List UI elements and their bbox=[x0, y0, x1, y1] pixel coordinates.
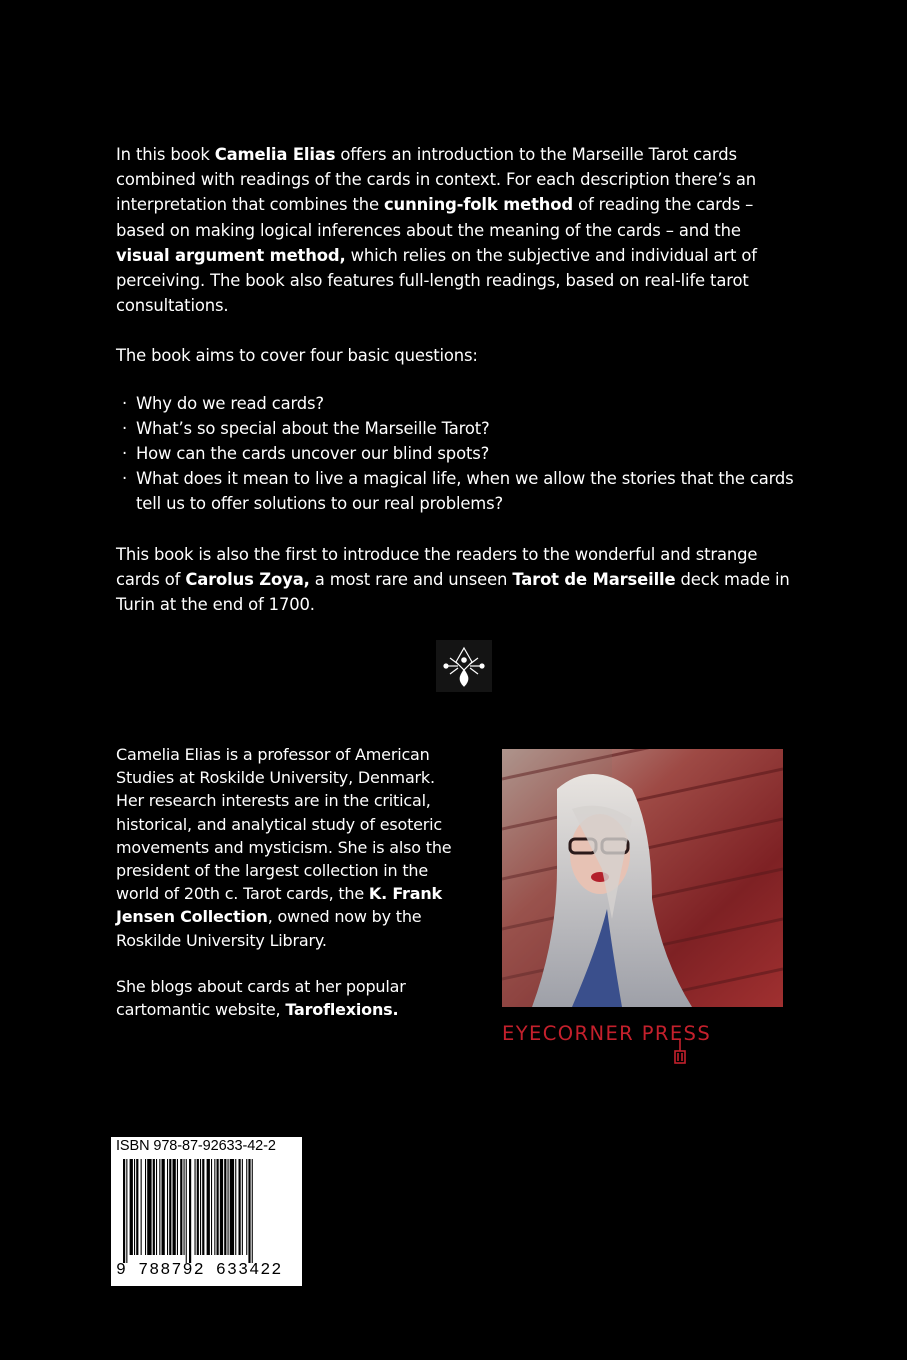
text-run: deck made in Turin at the end of 1700. bbox=[116, 569, 790, 615]
bold-text: Carolus Zoya, bbox=[185, 569, 310, 589]
bio-paragraph bbox=[116, 743, 456, 952]
key-icon bbox=[674, 1039, 686, 1065]
text-run: offers an introduction to the Marseille Tarot cards combined with readings of the cards in context. For each description there’s an interpretation that combines the bbox=[116, 145, 756, 215]
bold-text: K. Frank Jensen Collection bbox=[116, 884, 442, 927]
blurb-paragraph-intro bbox=[116, 142, 796, 318]
barcode-bar bbox=[177, 1159, 178, 1255]
list-item: · What’s so special about the Marseille Tarot? bbox=[122, 416, 796, 441]
isbn-label: ISBN 978-87-92633-42-2 bbox=[116, 1138, 276, 1154]
barcode-bar bbox=[200, 1159, 201, 1255]
barcode-bar bbox=[228, 1159, 229, 1255]
isbn-barcode bbox=[111, 1137, 302, 1286]
blurb-paragraph-deck bbox=[116, 542, 796, 618]
barcode-bar bbox=[162, 1159, 165, 1255]
barcode-bar bbox=[224, 1159, 226, 1255]
text-run: a most rare and unseen bbox=[309, 569, 513, 589]
publisher-logo bbox=[500, 1022, 786, 1066]
bold-text: visual argument method, bbox=[116, 245, 346, 265]
bold-text: Camelia Elias bbox=[214, 145, 336, 164]
barcode-bar bbox=[153, 1159, 155, 1255]
author-photo bbox=[502, 749, 783, 1007]
barcode-bar bbox=[230, 1159, 234, 1255]
barcode-bar bbox=[123, 1159, 125, 1263]
barcode-bar bbox=[167, 1159, 168, 1255]
text-run: In this book bbox=[116, 145, 215, 164]
barcode-bar bbox=[207, 1159, 210, 1255]
text-run: which relies on the subjective and individual art of perceiving. The book also features full-length readings, based on real-life tarot consultations. bbox=[116, 245, 757, 316]
barcode-bar bbox=[186, 1159, 187, 1263]
text-run: of reading the cards – based on making logical inferences about the meaning of the cards – and the bbox=[116, 195, 754, 240]
barcode-bar bbox=[130, 1159, 133, 1255]
barcode-digits: 9 788792 633422 bbox=[116, 1260, 283, 1279]
barcode-bar bbox=[180, 1159, 182, 1255]
text-run: This book is also the first to introduce the readers to the wonderful and strange cards of bbox=[116, 544, 758, 589]
barcode-bar bbox=[195, 1159, 196, 1255]
list-item: · Why do we read cards? bbox=[122, 391, 796, 416]
barcode-bar bbox=[252, 1159, 253, 1263]
list-item: · What does it mean to live a magical life, when we allow the stories that the cards tell us to offer solutions to our real problems? bbox=[122, 466, 796, 516]
barcode-bar bbox=[136, 1159, 138, 1255]
barcode-bar bbox=[156, 1159, 157, 1255]
barcode-bar bbox=[235, 1159, 236, 1255]
barcode-bar bbox=[189, 1159, 191, 1263]
barcode-bar bbox=[246, 1159, 247, 1255]
question-list bbox=[122, 391, 796, 517]
barcode-bar bbox=[202, 1159, 204, 1255]
ornament-icon bbox=[436, 640, 492, 692]
barcode-bar bbox=[214, 1159, 215, 1255]
barcode-bar bbox=[147, 1159, 151, 1255]
bold-text: cunning-folk method bbox=[383, 195, 573, 215]
barcode-bar bbox=[159, 1159, 160, 1255]
barcode-bar bbox=[173, 1159, 176, 1255]
barcode-bar bbox=[134, 1159, 135, 1255]
blurb-paragraph-questions-intro: The book aims to cover four basic questions: bbox=[116, 346, 478, 366]
publisher-name: EYECORNER PRESS bbox=[502, 1022, 712, 1045]
barcode-bar bbox=[184, 1159, 185, 1255]
barcode-bar bbox=[248, 1159, 250, 1263]
barcode-bar bbox=[141, 1159, 142, 1255]
barcode-bar bbox=[217, 1159, 219, 1255]
bold-text: Tarot de Marseille bbox=[512, 569, 676, 589]
barcode-bar bbox=[242, 1159, 243, 1255]
barcode-bar bbox=[145, 1159, 146, 1255]
text-run: , owned now by the Roskilde University Library. bbox=[116, 907, 422, 950]
barcode-bar bbox=[169, 1159, 171, 1255]
barcode-bars bbox=[123, 1159, 295, 1263]
bold-text: Taroflexions. bbox=[285, 1000, 399, 1020]
list-item: · How can the cards uncover our blind spots? bbox=[122, 441, 796, 466]
text-run: Camelia Elias is a professor of American Studies at Roskilde University, Denmark. Her research interests are in the critical, historical, and analytical study of esoteric movements and mysticism. She is also the president of the largest collection in the world of 20th c. Tarot cards, the bbox=[116, 745, 452, 904]
barcode-bar bbox=[220, 1159, 223, 1255]
barcode-bar bbox=[126, 1159, 127, 1263]
bio-blog-paragraph bbox=[116, 975, 456, 1021]
barcode-bar bbox=[211, 1159, 212, 1255]
back-cover-blurb bbox=[116, 142, 796, 617]
text-run: She blogs about cards at her popular cartomantic website, bbox=[116, 976, 406, 1020]
barcode-bar bbox=[197, 1159, 199, 1255]
author-bio bbox=[116, 743, 456, 1021]
barcode-bar bbox=[239, 1159, 241, 1255]
